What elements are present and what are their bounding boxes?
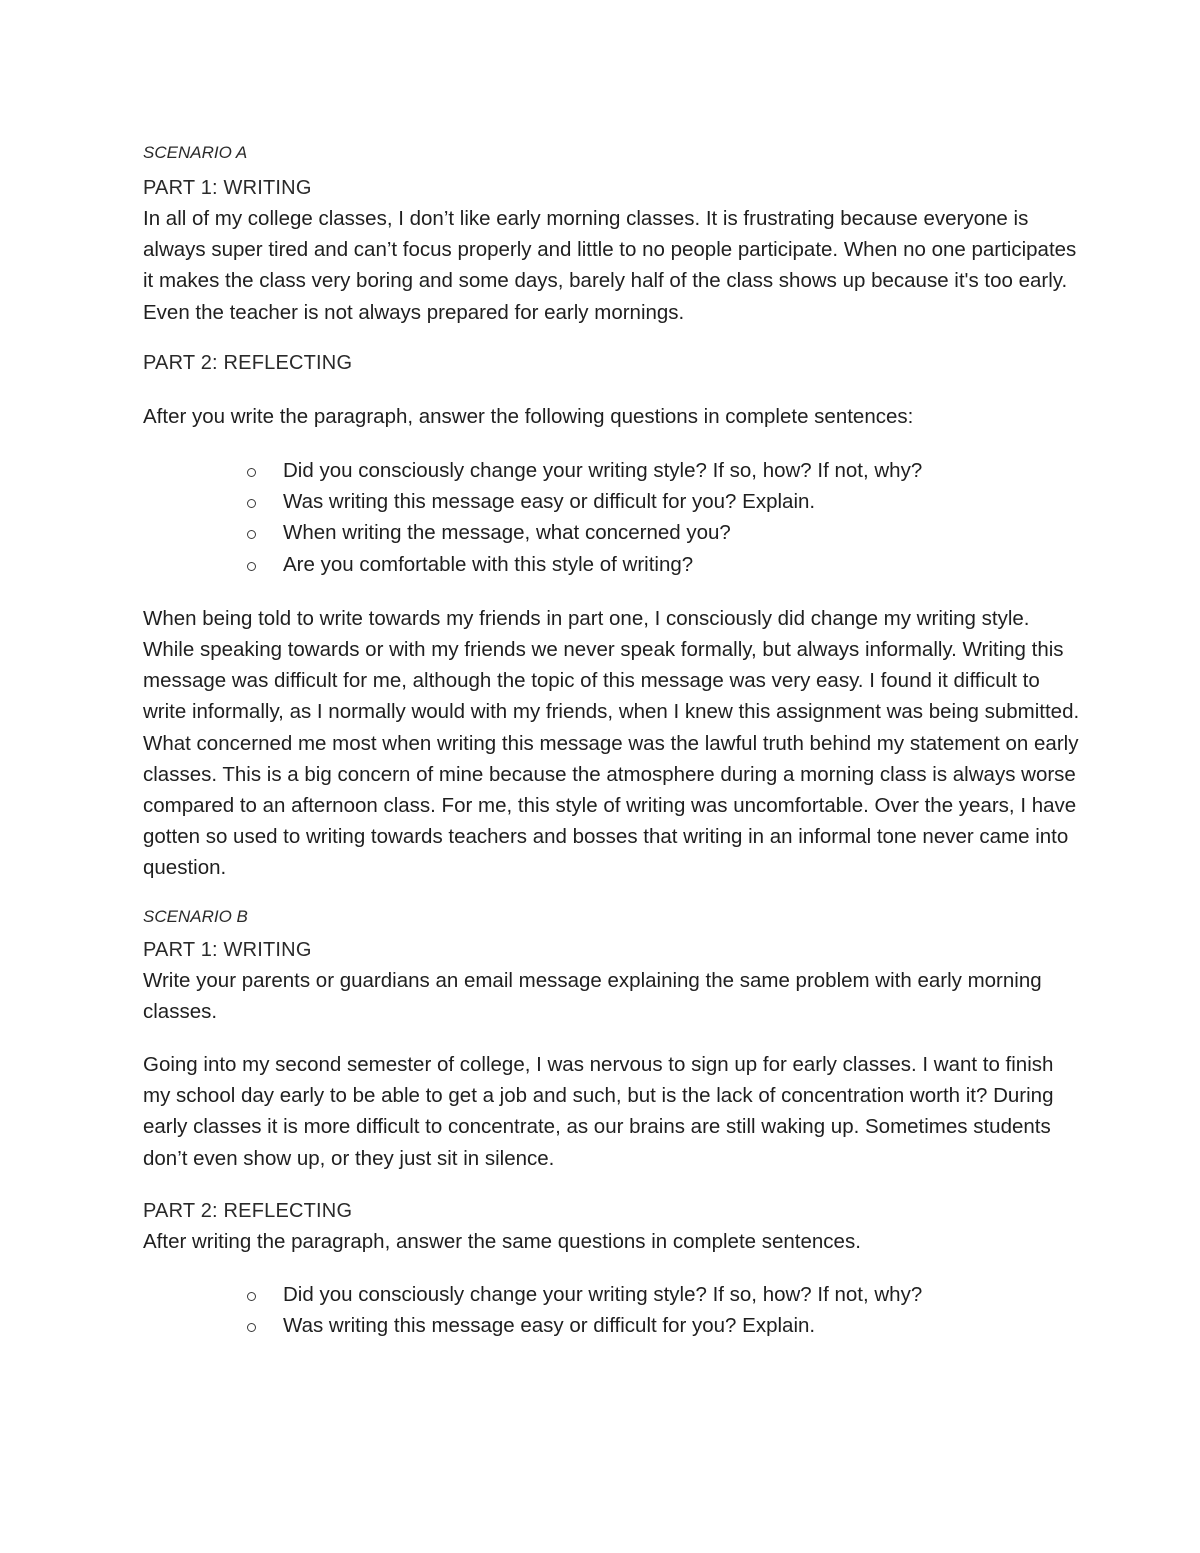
scenario-a-question-list bbox=[143, 455, 1080, 580]
scenario-b-part1-label: PART 1: WRITING bbox=[143, 938, 312, 961]
list-item bbox=[247, 1279, 1080, 1310]
scenario-b-prompt: Write your parents or guardians an email message explaining the same problem with early morning classes. bbox=[143, 968, 1042, 1023]
scenario-b-label: SCENARIO B bbox=[143, 906, 248, 926]
list-item bbox=[247, 517, 1080, 548]
question-text: Are you comfortable with this style of writing? bbox=[283, 552, 694, 576]
question-text: When writing the message, what concerned you? bbox=[283, 521, 731, 545]
scenario-a-part1-paragraph: In all of my college classes, I don’t like early morning classes. It is frustrating because everyone is always super tired and can’t focus properly and little to no people participate. When no one participates it makes the class very boring and some days, barely half of the class shows up because it's too early. Even the teacher is not always prepared for early mornings. bbox=[143, 207, 1077, 324]
question-text: Was writing this message easy or difficult for you? Explain. bbox=[283, 1314, 816, 1338]
scenario-a-instruction: After you write the paragraph, answer the following questions in complete sentences: bbox=[143, 404, 914, 428]
hollow-bullet-icon bbox=[247, 468, 256, 477]
hollow-bullet-icon bbox=[247, 1323, 256, 1332]
hollow-bullet-icon bbox=[247, 499, 256, 508]
hollow-bullet-icon bbox=[247, 530, 256, 539]
question-text: Did you consciously change your writing style? If so, how? If not, why? bbox=[283, 1283, 923, 1307]
list-item bbox=[247, 549, 1080, 580]
list-item bbox=[247, 1310, 1080, 1341]
hollow-bullet-icon bbox=[247, 1292, 256, 1301]
scenario-b-part2-label: PART 2: REFLECTING bbox=[143, 1199, 353, 1222]
scenario-a-answer-paragraph: When being told to write towards my friends in part one, I consciously did change my writing style. While speaking towards or with my friends we never speak formally, but always informally. Writing this message was difficult for me, although the topic of this message was very easy. I found it difficult to write informally, as I normally would with my friends, when I knew this assignment was being submitted. What concerned me most when writing this message was the lawful truth behind my statement on early classes. This is a big concern of mine because the atmosphere during a morning class is always worse compared to an afternoon class. For me, this style of writing was uncomfortable. Over the years, I have gotten so used to writing towards teachers and bosses that writing in an informal tone never came into question. bbox=[143, 606, 1080, 880]
scenario-b-question-list bbox=[143, 1279, 1080, 1341]
scenario-a-label: SCENARIO A bbox=[143, 143, 248, 162]
scenario-a-part1-label: PART 1: WRITING bbox=[143, 177, 312, 199]
question-text: Was writing this message easy or difficult for you? Explain. bbox=[283, 490, 816, 514]
scenario-b-instruction: After writing the paragraph, answer the same questions in complete sentences. bbox=[143, 1229, 861, 1253]
hollow-bullet-icon bbox=[247, 562, 256, 571]
list-item bbox=[247, 455, 1080, 486]
list-item bbox=[247, 486, 1080, 517]
question-text: Did you consciously change your writing style? If so, how? If not, why? bbox=[283, 459, 923, 483]
scenario-a-part2-label: PART 2: REFLECTING bbox=[143, 351, 353, 374]
scenario-b-part1-paragraph: Going into my second semester of college, I was nervous to sign up for early classes. I want to finish my school day early to be able to get a job and such, but is the lack of concentration worth it? During early classes it is more difficult to concentrate, as our brains are still waking up. Sometimes students don’t even show up, or they just sit in silence. bbox=[143, 1053, 1054, 1170]
